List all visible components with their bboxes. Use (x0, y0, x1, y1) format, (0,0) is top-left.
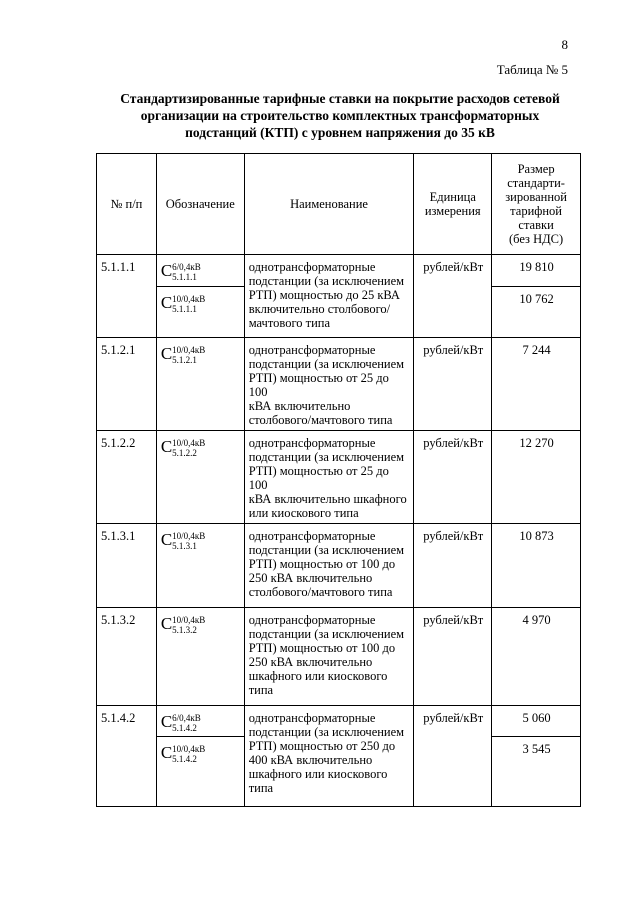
header-unit: Единица измерения (414, 154, 492, 255)
header-name: Наименование (244, 154, 414, 255)
row-name: однотрансформаторные подстанции (за исключением РТП) мощностью от 250 до 400 кВА включительно шкафного или киоскового типа (244, 706, 414, 807)
table-row (97, 608, 581, 706)
row-name: однотрансформаторные подстанции (за исключением РТП) мощностью от 100 до 250 кВА включительно шкафного или киоскового типа (244, 608, 414, 706)
designation-indices (172, 262, 201, 282)
header-designation: Обозначение (156, 154, 244, 255)
designation-voltage: 6/0,4кВ (172, 713, 201, 723)
designation-voltage: 10/0,4кВ (172, 294, 206, 304)
row-unit: рублей/кВт (414, 524, 492, 608)
designation-indices (172, 615, 205, 635)
designation-symbol: C (160, 293, 173, 312)
row-number: 5.1.2.1 (97, 338, 157, 431)
designation-symbol: C (160, 344, 173, 363)
row-unit: рублей/кВт (414, 431, 492, 524)
designation-symbol: C (160, 261, 173, 280)
table-row (97, 706, 581, 737)
designation-symbol: C (160, 614, 173, 633)
row-rate: 7 244 (492, 338, 581, 431)
row-number: 5.1.1.1 (97, 255, 157, 338)
header-rate: Размер стандарти- зированной тарифной ставки (без НДС) (492, 154, 581, 255)
designation-cell (156, 737, 244, 807)
table-row (97, 524, 581, 608)
row-rate: 5 060 (492, 706, 581, 737)
designation-index: 5.1.3.1 (172, 541, 197, 551)
tariff-designation (161, 711, 201, 733)
designation-index: 5.1.3.2 (172, 625, 197, 635)
table-row (97, 255, 581, 287)
tariff-designation (161, 260, 201, 282)
designation-cell (156, 287, 244, 338)
designation-voltage: 10/0,4кВ (172, 531, 206, 541)
designation-index: 5.1.2.1 (172, 355, 197, 365)
row-number: 5.1.4.2 (97, 706, 157, 807)
row-rate: 10 762 (492, 287, 581, 338)
row-name: однотрансформаторные подстанции (за исключением РТП) мощностью до 25 кВА включительно столбового/ мачтового типа (244, 255, 414, 338)
designation-voltage: 10/0,4кВ (172, 438, 206, 448)
row-unit: рублей/кВт (414, 706, 492, 807)
row-rate: 12 270 (492, 431, 581, 524)
designation-voltage: 10/0,4кВ (172, 744, 206, 754)
designation-voltage: 6/0,4кВ (172, 262, 201, 272)
designation-indices (172, 438, 205, 458)
tariff-designation (161, 613, 205, 635)
designation-cell (156, 431, 244, 524)
designation-cell (156, 255, 244, 287)
tariff-designation (161, 529, 205, 551)
table-row (97, 338, 581, 431)
tariff-designation (161, 436, 205, 458)
row-number: 5.1.2.2 (97, 431, 157, 524)
row-number: 5.1.3.1 (97, 524, 157, 608)
designation-cell (156, 706, 244, 737)
row-number: 5.1.3.2 (97, 608, 157, 706)
designation-symbol: C (160, 530, 173, 549)
designation-symbol: C (160, 437, 173, 456)
designation-cell (156, 608, 244, 706)
designation-index: 5.1.1.1 (172, 304, 197, 314)
row-rate: 3 545 (492, 737, 581, 807)
designation-indices (172, 713, 201, 733)
designation-index: 5.1.2.2 (172, 448, 197, 458)
designation-indices (172, 531, 205, 551)
table-header-row (97, 154, 581, 255)
designation-cell (156, 524, 244, 608)
row-rate: 19 810 (492, 255, 581, 287)
designation-indices (172, 294, 205, 314)
row-unit: рублей/кВт (414, 255, 492, 338)
designation-cell (156, 338, 244, 431)
designation-indices (172, 744, 205, 764)
row-unit: рублей/кВт (414, 338, 492, 431)
designation-symbol: C (160, 743, 173, 762)
designation-index: 5.1.1.1 (172, 272, 197, 282)
designation-voltage: 10/0,4кВ (172, 345, 206, 355)
tariff-designation (161, 292, 205, 314)
row-unit: рублей/кВт (414, 608, 492, 706)
designation-symbol: C (160, 712, 173, 731)
row-name: однотрансформаторные подстанции (за исключением РТП) мощностью от 100 до 250 кВА включительно столбового/мачтового типа (244, 524, 414, 608)
designation-index: 5.1.4.2 (172, 754, 197, 764)
table-caption: Таблица № 5 (496, 62, 568, 77)
designation-voltage: 10/0,4кВ (172, 615, 206, 625)
row-rate: 4 970 (492, 608, 581, 706)
row-name: однотрансформаторные подстанции (за исключением РТП) мощностью от 25 до 100 кВА включительно шкафного или киоскового типа (244, 431, 414, 524)
row-rate: 10 873 (492, 524, 581, 608)
page-number: 8 (561, 37, 568, 52)
tariff-table (96, 153, 581, 807)
table-row (97, 431, 581, 524)
document-title: Стандартизированные тарифные ставки на покрытие расходов сетевой организации на строительство комплектных трансформаторных подстанций (КТП) с уровнем напряжения до 35 кВ (120, 91, 560, 140)
header-num: № п/п (97, 154, 157, 255)
tariff-designation (161, 742, 205, 764)
row-name: однотрансформаторные подстанции (за исключением РТП) мощностью от 25 до 100 кВА включительно столбового/мачтового типа (244, 338, 414, 431)
table-body (97, 255, 581, 807)
tariff-designation (161, 343, 205, 365)
designation-index: 5.1.4.2 (172, 723, 197, 733)
designation-indices (172, 345, 205, 365)
